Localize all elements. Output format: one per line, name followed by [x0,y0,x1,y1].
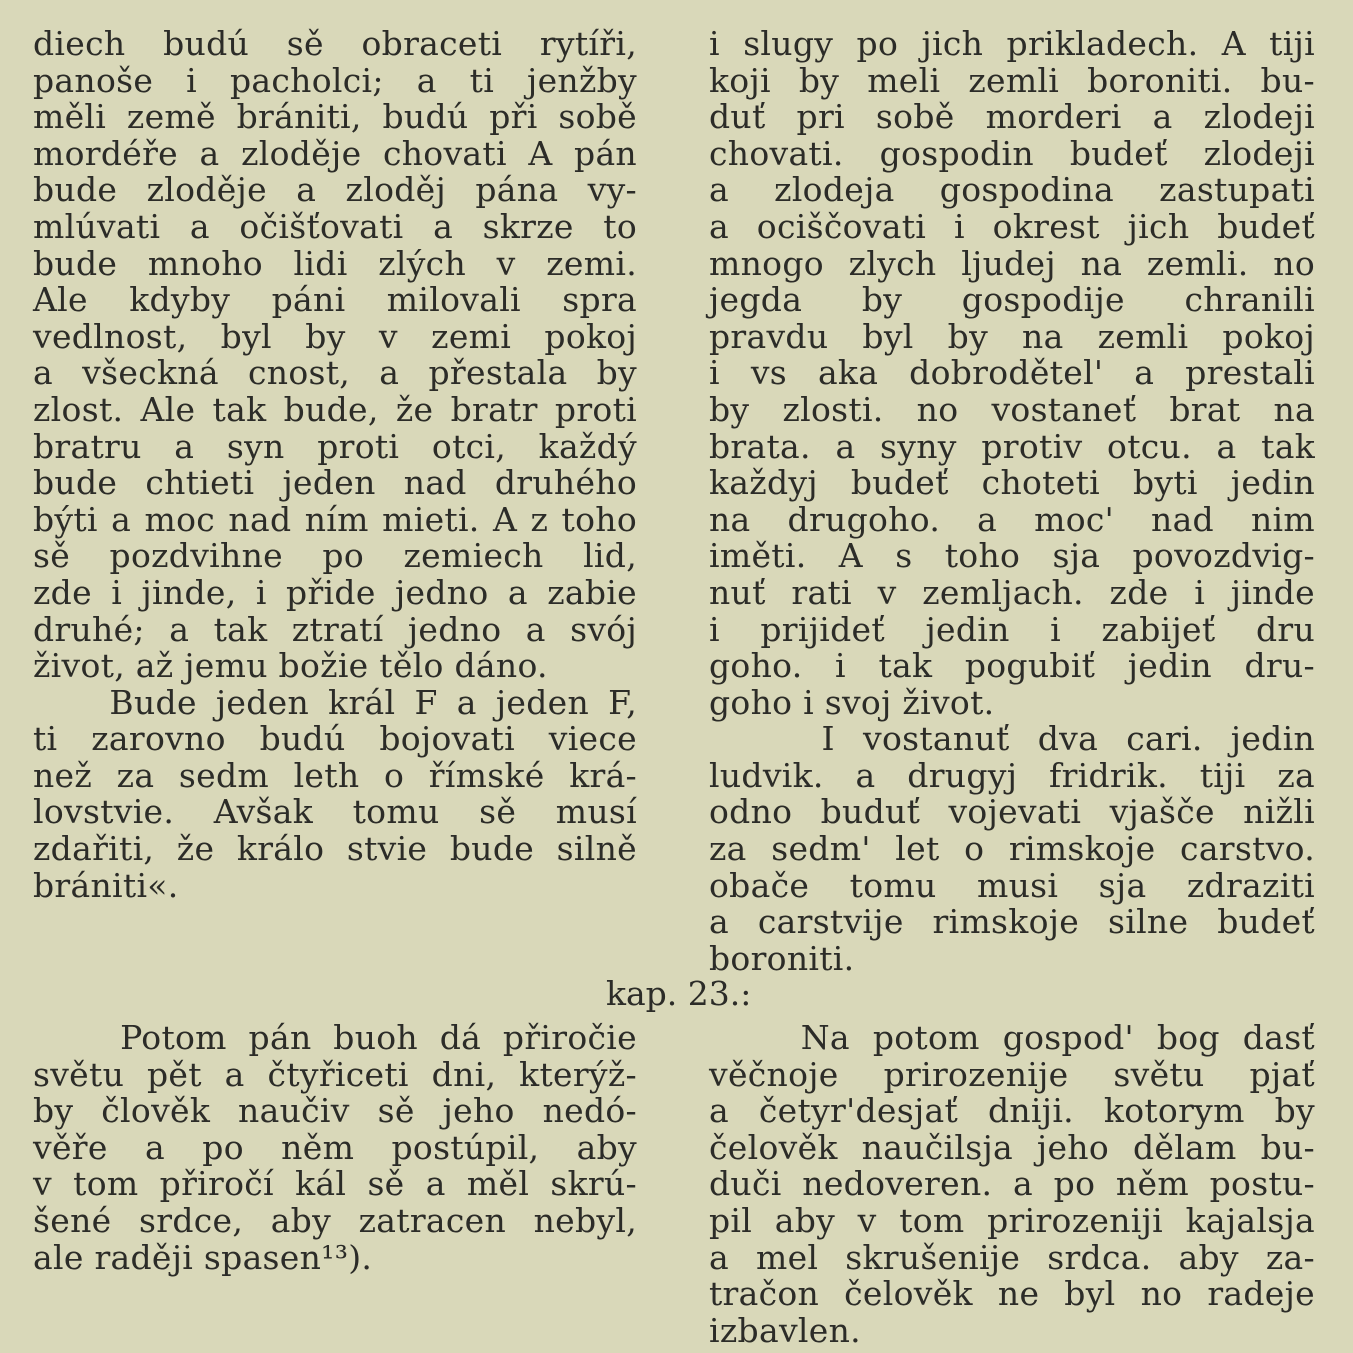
text-line: a ociščovati i okrest jich budeť [709,206,1315,246]
text-line: měli země brániti, budú při sobě [33,97,637,137]
text-line: duť pri sobě morderi a zlodeji [709,97,1315,137]
text-line: lovstvie. Avšak tomu sě musí [33,792,637,832]
text-line: každyj budeť choteti byti jedin [709,463,1315,503]
text-line: bude zloděje a zloděj pána vy- [33,170,637,210]
text-line: bude mnoho lidi zlých v zemi. [33,243,637,283]
text-line: šené srdce, aby zatracen nebyl, [33,1200,637,1240]
text-line: vedlnost, byl by v zemi pokoj [33,316,637,356]
text-line: pravdu byl by na zemli pokoj [709,316,1315,356]
text-line: i vs aka dobrodětel' a prestali [709,353,1315,393]
text-line: i prijideť jedin i zabijeť dru [709,609,1315,649]
text-line: bude chtieti jeden nad druhého [33,463,637,503]
text-line: koji by meli zemli boroniti. bu- [709,60,1315,100]
text-line: duči nedoveren. a po něm postu- [709,1164,1315,1204]
chapter-heading: kap. 23.: [606,974,752,1013]
text-line: odno buduť vojevati vjašče nižli [709,792,1315,832]
text-line: diech budú sě obraceti rytíři, [33,24,637,63]
text-line: čelověk naučilsja jeho dělam bu- [709,1127,1315,1167]
text-line: než za sedm leth o římské krá- [33,755,637,795]
text-line: sě pozdvihne po zemiech lid, [33,536,637,576]
text-line: a všeckná cnost, a přestala by [33,353,637,393]
text-line: světu pět a čtyřiceti dni, kterýž- [33,1054,637,1094]
text-line: panoše i pacholci; a ti jenžby [33,60,637,100]
text-line: bratru a syn proti otci, každý [33,426,637,466]
text-line: nuť rati v zemljach. zde i jinde [709,572,1315,612]
text-line: mlúvati a očišťovati a skrze to [33,206,637,246]
text-line: na drugoho. a moc' nad nim [709,499,1315,539]
text-line: Bude jeden král F a jeden F, [33,682,637,722]
text-line: ale raději spasen¹³). [33,1237,373,1277]
text-line: Na potom gospod' bog dasť [709,1018,1315,1057]
text-line: v tom přiročí kál sě a měl skrú- [33,1164,637,1204]
text-line: býti a moc nad ním mieti. A z toho [33,499,637,539]
text-line: druhé; a tak ztratí jedno a svój [33,609,637,649]
text-line: ti zarovno budú bojovati viece [33,719,637,759]
text-line: obače tomu musi sja zdraziti [709,865,1315,905]
text-line: iměti. A s toho sja povozdvig- [709,536,1315,576]
text-line: zde i jinde, i přide jedno a zabie [33,572,637,612]
text-line: zdařiti, že králo stvie bude silně [33,829,637,869]
text-line: jegda by gospodije chranili [709,280,1315,320]
text-line: věčnoje prirozenije světu pjať [709,1054,1315,1094]
czech-text-column-top [33,26,637,904]
text-line: za sedm' let o rimskoje carstvo. [709,829,1315,869]
text-line: mnogo zlych ljudej na zemli. no [709,243,1315,283]
czech-text-column-bottom [33,1020,637,1276]
text-line: zlost. Ale tak bude, že bratr proti [33,389,637,429]
text-line: by člověk naučiv sě jeho nedó- [33,1091,637,1131]
text-line: izbavlen. [709,1310,861,1350]
text-line: pil aby v tom prirozeniji kajalsja [709,1200,1315,1240]
text-line: a četyr'desjať dniji. kotorym by [709,1091,1315,1131]
text-line: Ale kdyby páni milovali spra [33,280,637,320]
text-line: brata. a syny protiv otcu. a tak [709,426,1315,466]
text-line: život, až jemu božie tělo dáno. [33,646,548,686]
text-line: brániti«. [33,865,179,905]
text-line: a zlodeja gospodina zastupati [709,170,1315,210]
text-line: tračon čelověk ne byl no radeje [709,1274,1315,1314]
text-line: a mel skrušenije srdca. aby za- [709,1237,1315,1277]
church-slavonic-text-column-bottom [709,1020,1315,1349]
text-line: věře a po něm postúpil, aby [33,1127,637,1167]
text-line: by zlosti. no vostaneť brat na [709,389,1315,429]
text-line: Potom pán buoh dá přiročie [33,1018,637,1057]
text-line: a carstvije rimskoje silne budeť [709,902,1315,942]
text-line: chovati. gospodin budeť zlodeji [709,133,1315,173]
text-line: goho i svoj život. [709,682,995,722]
church-slavonic-text-column-top [709,26,1315,977]
text-line: boroniti. [709,938,855,978]
text-line: i slugy po jich prikladech. A tiji [709,24,1315,63]
text-line: mordéře a zloděje chovati A pán [33,133,637,173]
text-line: goho. i tak pogubiť jedin dru- [709,646,1315,686]
text-line: ludvik. a drugyj fridrik. tiji za [709,755,1315,795]
text-line: I vostanuť dva cari. jedin [709,719,1315,759]
